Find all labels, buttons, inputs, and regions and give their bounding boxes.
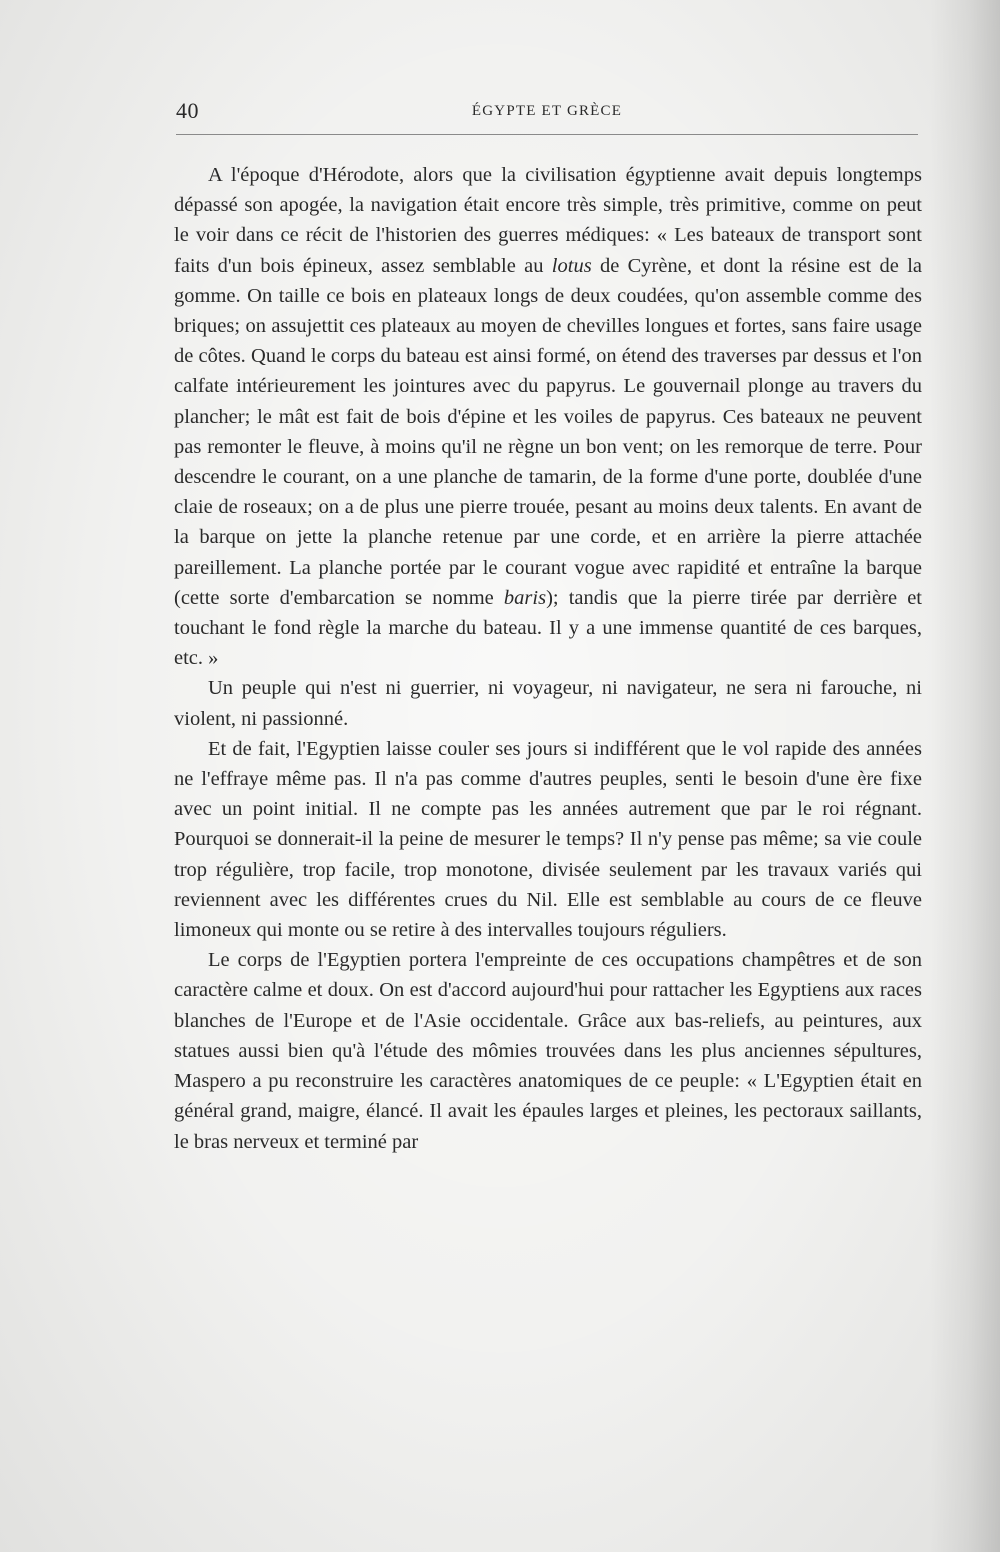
running-title: ÉGYPTE ET GRÈCE xyxy=(471,103,623,119)
paragraph-peuple xyxy=(174,673,922,733)
paragraph-corps-egyptien xyxy=(174,945,922,1156)
page-header xyxy=(176,94,918,135)
paragraph-text: Et de fait, l'Egyptien laisse couler ses jours si indifférent que le vol rapide des années ne l'effraye même pas. Il n'a pas comme d'autres peuples, senti le besoin d'une ère fixe avec un point initial. Il ne compte pas les années autrement que par le roi régnant. Pourquoi se donnerait-il la peine de mesurer le temps? Il n'y pense pas même; sa vie coule trop régulière, trop facile, trop monotone, divisée seulement par les travaux variés qui reviennent avec les différentes crues du Nil. Elle est semblable au cours de ce fleuve limoneux qui monte ou se retire à des intervalles toujours réguliers. xyxy=(174,737,922,942)
page-number: 40 xyxy=(176,98,199,123)
text-run: ); tandis que la pierre tirée par derrière et touchant le fond règle la marche du bateau. Il y a une immense quantité de ces barques, etc. » xyxy=(174,586,922,670)
paragraph-text: Un peuple qui n'est ni guerrier, ni voyageur, ni navigateur, ne sera ni farouche, ni violent, ni passionné. xyxy=(174,677,922,730)
paragraph-egyptien-temps xyxy=(174,734,922,945)
italic-term-lotus: lotus xyxy=(551,254,592,277)
paragraph-herodotus-quote xyxy=(174,160,922,673)
text-run: A l'époque d'Hérodote, alors que la civilisation égyptienne avait depuis longtemps dépassé son apogée, la navigation était encore très simple, très primitive, comme on peut le voir dans ce récit de l'historien des guerres médiques: « Les bateaux de transport sont faits d'un bois épineux, assez semblable au xyxy=(174,164,922,277)
text-run: de Cyrène, et dont la résine est de la gomme. On taille ce bois en plateaux longs de deux coudées, qu'on assemble comme des briques; on assujettit ces plateaux au moyen de chevilles longues et fortes, sans faire usage de côtes. Quand le corps du bateau est ainsi formé, on étend des traverses par dessus et l'on calfate intérieurement les jointures avec du papyrus. Le gouvernail plonge au travers du plancher; le mât est fait de bois d'épine et les voiles de papyrus. Ces bateaux ne peuvent pas remonter le fleuve, à moins qu'il ne règne un bon vent; on les remorque de terre. Pour descendre le courant, on a une planche de tamarin, de la forme d'une porte, doublée d'une claie de roseaux; on a de plus une pierre trouée, pesant au moins deux talents. En avant de la barque on jette la planche retenue par une corde, et en arrière la pierre attachée pareillement. La planche portée par le courant vogue avec rapidité et entraîne la barque (cette sorte d'embarcation se nomme xyxy=(174,254,922,609)
body-text xyxy=(174,160,922,1157)
italic-term-baris: baris xyxy=(503,586,547,609)
page-edge-shadow xyxy=(930,0,1000,1552)
paragraph-text: Le corps de l'Egyptien portera l'empreinte de ces occupations champêtres et de son caractère calme et doux. On est d'accord aujourd'hui pour rattacher les Egyptiens aux races blanches de l'Europe et de l'Asie occidentale. Grâce aux bas-reliefs, au peintures, aux statues aussi bien qu'à l'étude des mômies trouvées dans les plus anciennes sépultures, Maspero a pu reconstruire les caractères anatomiques de ce peuple: « L'Egyptien était en général grand, maigre, élancé. Il avait les épaules larges et pleines, les pectoraux saillants, le bras nerveux et terminé par xyxy=(174,949,922,1153)
paragraph-text xyxy=(174,160,922,673)
